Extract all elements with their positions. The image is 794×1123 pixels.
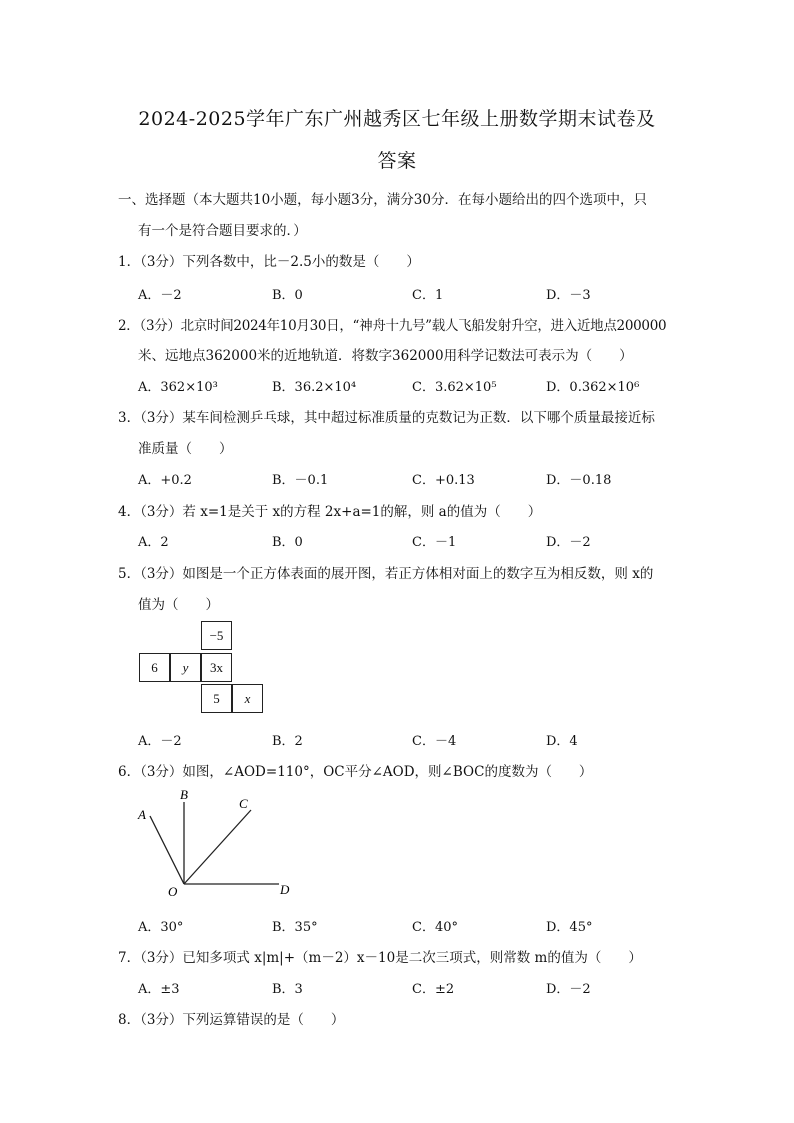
q6-option-b: B．35° — [272, 920, 318, 935]
net-cell-y: y — [170, 653, 201, 682]
q3-option-c: C．+0.13 — [412, 473, 475, 488]
cube-net-figure — [138, 621, 278, 721]
angle-figure — [134, 786, 304, 898]
q7-option-d: D．－2 — [546, 982, 591, 997]
question-3-stem: 3．（3分）某车间检测乒乓球，其中超过标准质量的克数记为正数．以下哪个质量最接近标 — [118, 410, 655, 426]
question-2-stem: 2．（3分）北京时间2024年10月30日，“神舟十九号”载人飞船发射升空，进入近地点200000 — [118, 318, 667, 334]
question-3-stem-cont: 准质量（ ） — [138, 441, 233, 457]
q3-option-b: B．－0.1 — [272, 473, 329, 488]
q7-option-a: A．±3 — [138, 982, 180, 997]
ray-oa — [150, 816, 184, 884]
q3-option-a: A．+0.2 — [138, 473, 192, 488]
q4-option-b: B．0 — [272, 535, 303, 550]
label-c: C — [239, 796, 248, 811]
question-8-stem: 8．（3分）下列运算错误的是（ ） — [118, 1012, 345, 1028]
q6-option-a: A．30° — [138, 920, 184, 935]
label-o: O — [168, 884, 178, 898]
q1-option-c: C．1 — [412, 288, 444, 303]
exam-title-line1: 2024-2025学年广东广州越秀区七年级上册数学期末试卷及 — [138, 108, 656, 130]
ray-oc — [184, 810, 251, 884]
q4-option-a: A．2 — [138, 535, 169, 550]
q3-option-d: D．－0.18 — [546, 473, 612, 488]
q1-option-d: D．－3 — [546, 288, 591, 303]
net-cell-top: −5 — [201, 621, 232, 650]
question-4-stem: 4．（3分）若 x=1是关于 x的方程 2x+a=1的解，则 a的值为（ ） — [118, 504, 542, 520]
q5-option-b: B．2 — [272, 734, 303, 749]
net-cell-center: 3x — [201, 653, 232, 682]
q7-option-c: C．±2 — [412, 982, 455, 997]
section-heading: 一、选择题（本大题共10小题，每小题3分，满分30分．在每小题给出的四个选项中，只 — [118, 192, 647, 208]
net-cell-x: x — [232, 684, 263, 713]
question-5-stem: 5．（3分）如图是一个正方体表面的展开图，若正方体相对面上的数字互为相反数，则 x的 — [118, 566, 654, 582]
q2-option-a: A．362×10³ — [138, 380, 218, 395]
label-d: D — [280, 882, 290, 897]
q6-option-c: C．40° — [412, 920, 458, 935]
q5-option-a: A．－2 — [138, 734, 182, 749]
q5-option-c: C．－4 — [412, 734, 457, 749]
q1-option-b: B．0 — [272, 288, 303, 303]
q5-option-d: D．4 — [546, 734, 578, 749]
q2-option-c: C．3.62×10⁵ — [412, 380, 497, 395]
q4-option-d: D．－2 — [546, 535, 591, 550]
section-heading-cont: 有一个是符合题目要求的．） — [138, 223, 307, 239]
question-5-stem-cont: 值为（ ） — [138, 597, 219, 613]
q2-option-b: B．36.2×10⁴ — [272, 380, 357, 395]
question-6-stem: 6．（3分）如图，∠AOD=110°，OC平分∠AOD，则∠BOC的度数为（ ） — [118, 764, 593, 780]
question-1-stem: 1．（3分）下列各数中，比－2.5小的数是（ ） — [118, 254, 420, 270]
net-cell-bottom: 5 — [201, 684, 232, 713]
q1-option-a: A．－2 — [138, 288, 182, 303]
q7-option-b: B．3 — [272, 982, 303, 997]
q4-option-c: C．－1 — [412, 535, 457, 550]
q2-option-d: D．0.362×10⁶ — [546, 380, 640, 395]
label-a: A — [138, 807, 146, 822]
q6-option-d: D．45° — [546, 920, 593, 935]
exam-title-line2: 答案 — [377, 150, 417, 172]
question-2-stem-cont: 米、远地点362000米的近地轨道．将数字362000用科学记数法可表示为（ ） — [138, 348, 633, 364]
net-cell-left: 6 — [139, 653, 170, 682]
label-b: B — [180, 787, 188, 802]
question-7-stem: 7．（3分）已知多项式 x|m|+（m－2）x－10是二次三项式，则常数 m的值为（ ） — [118, 950, 642, 966]
